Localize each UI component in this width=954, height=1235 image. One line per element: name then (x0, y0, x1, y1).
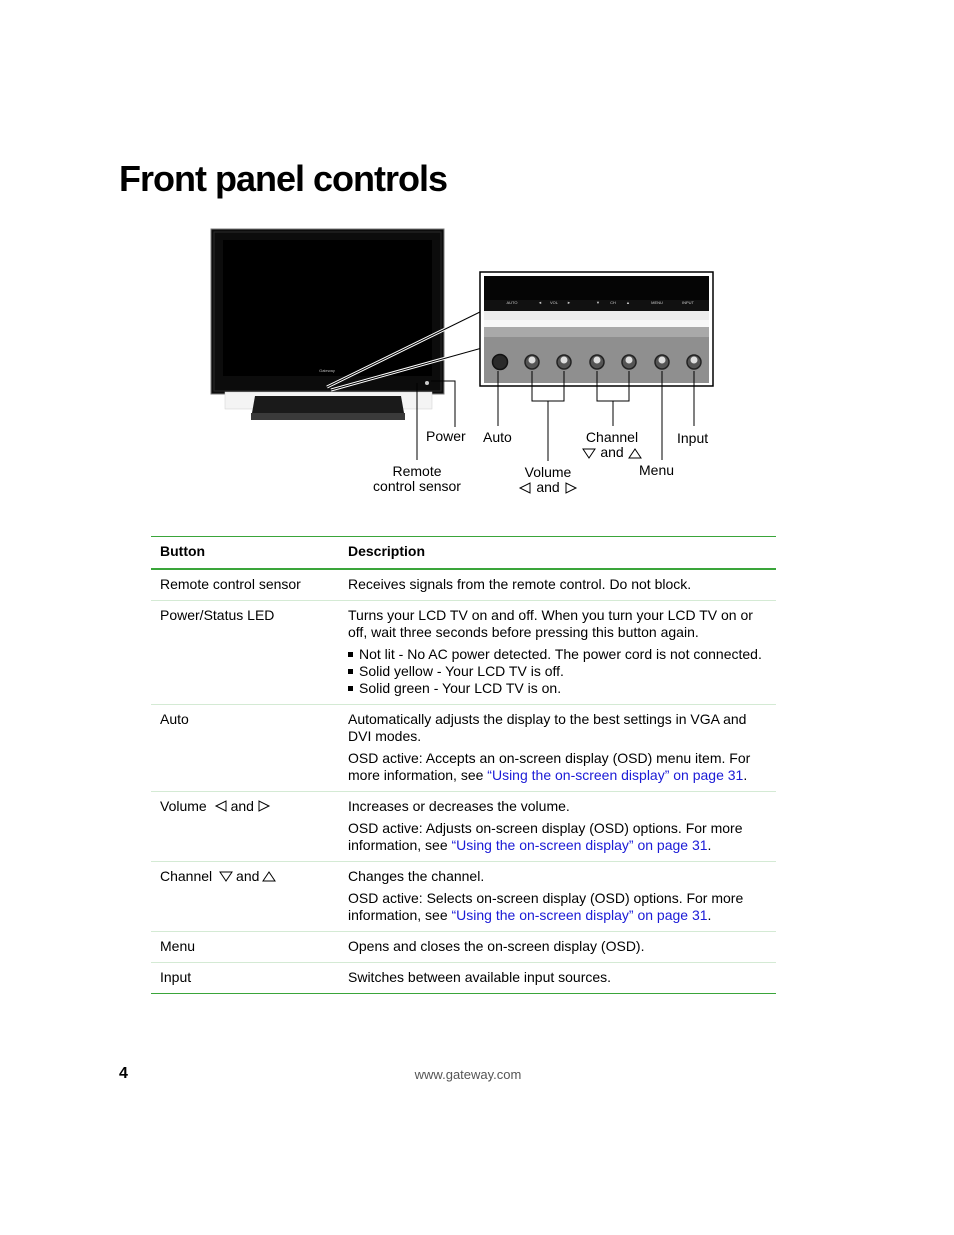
table-row-power (151, 601, 776, 705)
strip-label-ch: CH (610, 300, 616, 305)
label-remote-line1: Remote (392, 463, 442, 479)
description-osd (348, 750, 767, 784)
cell-button: Remote control sensor (151, 569, 339, 601)
down-triangle-icon (219, 870, 233, 882)
table-row-remote-sensor (151, 569, 776, 601)
strip-label-vol-left: ◄ (538, 300, 542, 305)
controls-table (151, 536, 776, 994)
table-row-auto (151, 705, 776, 792)
description-text: Switches between available input sources. (348, 969, 612, 985)
status-list (348, 646, 767, 697)
osd-text-end: . (707, 907, 712, 923)
cell-description (339, 932, 776, 963)
strip-label-input: INPUT (682, 300, 694, 305)
page-number: 4 (119, 1065, 128, 1082)
description-text: Opens and closes the on-screen display (OSD). (348, 938, 645, 954)
strip-label-ch-up: ▲ (626, 300, 630, 305)
label-volume (513, 465, 583, 495)
table-header-row (151, 537, 776, 570)
osd-link[interactable]: “Using the on-screen display” on page 31 (487, 767, 744, 783)
strip-label-vol-right: ► (567, 300, 571, 305)
osd-text: OSD active: Selects on-screen display (OSD) options. For more information, see (348, 890, 744, 923)
channel-and: and (236, 868, 260, 884)
down-triangle-icon (582, 447, 596, 459)
header-button: Button (151, 537, 339, 570)
label-channel-text: Channel (585, 429, 639, 445)
table-row-channel (151, 862, 776, 932)
list-item: Solid yellow - Your LCD TV is off. (348, 663, 767, 680)
cell-description (339, 569, 776, 601)
strip-label-vol: VOL (549, 300, 559, 305)
header-description: Description (339, 537, 776, 570)
list-item: Not lit - No AC power detected. The power cord is not connected. (348, 646, 767, 663)
right-triangle-icon (257, 800, 271, 812)
auto-button-graphic (493, 355, 508, 370)
strip-label-auto: AUTO (506, 300, 518, 305)
description-text: Increases or decreases the volume. (348, 798, 570, 814)
label-volume-text: Volume (524, 464, 572, 480)
panel-closeup (480, 272, 713, 386)
cell-button: Auto (151, 705, 339, 792)
osd-text: OSD active: Adjusts on-screen display (OSD) options. For more information, see (348, 820, 743, 853)
description-osd (348, 820, 767, 854)
page-title: Front panel controls (119, 158, 448, 199)
label-power: Power (426, 428, 466, 444)
cell-button: Menu (151, 932, 339, 963)
channel-label: Channel (160, 868, 213, 884)
label-remote-line2: control sensor (373, 478, 461, 494)
label-channel-and: and (600, 444, 624, 460)
osd-link[interactable]: “Using the on-screen display” on page 31 (451, 837, 708, 853)
front-panel-figure (0, 0, 954, 520)
front-panel-illustration (0, 0, 954, 520)
up-triangle-icon (628, 447, 642, 459)
osd-text: OSD active: Accepts an on-screen display (OSD) menu item. For more information, see (348, 750, 751, 783)
strip-label-ch-down: ▼ (596, 300, 600, 305)
left-triangle-icon (518, 482, 532, 494)
website-footer: www.gateway.com (414, 1067, 522, 1082)
cell-button (151, 792, 339, 862)
cell-button (151, 862, 339, 932)
tv-brand-text: Gateway (319, 368, 335, 373)
description-text: Changes the channel. (348, 868, 485, 884)
table-row-menu (151, 932, 776, 963)
left-triangle-icon (214, 800, 228, 812)
tv-illustration (211, 229, 444, 420)
cell-description (339, 601, 776, 705)
list-item: Solid green - Your LCD TV is on. (348, 680, 767, 697)
strip-label-menu: MENU (651, 300, 663, 305)
description-text: Automatically adjusts the display to the best settings in VGA and DVI modes. (348, 711, 747, 744)
label-volume-and: and (536, 479, 560, 495)
description-text: Turns your LCD TV on and off. When you turn your LCD TV on or off, wait three seconds before pressing this button again. (348, 607, 753, 640)
table-row-volume (151, 792, 776, 862)
label-channel (578, 430, 646, 460)
description-text: Receives signals from the remote control. Do not block. (348, 576, 692, 592)
osd-text-end: . (707, 837, 712, 853)
cell-description (339, 705, 776, 792)
osd-link[interactable]: “Using the on-screen display” on page 31 (451, 907, 708, 923)
cell-button: Input (151, 963, 339, 994)
cell-description (339, 792, 776, 862)
right-triangle-icon (564, 482, 578, 494)
cell-description (339, 963, 776, 994)
cell-button: Power/Status LED (151, 601, 339, 705)
table-row-input (151, 963, 776, 994)
description-osd (348, 890, 767, 924)
volume-label: Volume (160, 798, 207, 814)
label-input: Input (677, 430, 709, 446)
label-remote-sensor (372, 464, 462, 494)
up-triangle-icon (262, 870, 276, 882)
volume-and: and (230, 798, 254, 814)
label-menu: Menu (639, 462, 675, 478)
label-auto: Auto (483, 429, 512, 445)
cell-description (339, 862, 776, 932)
osd-text-end: . (743, 767, 748, 783)
